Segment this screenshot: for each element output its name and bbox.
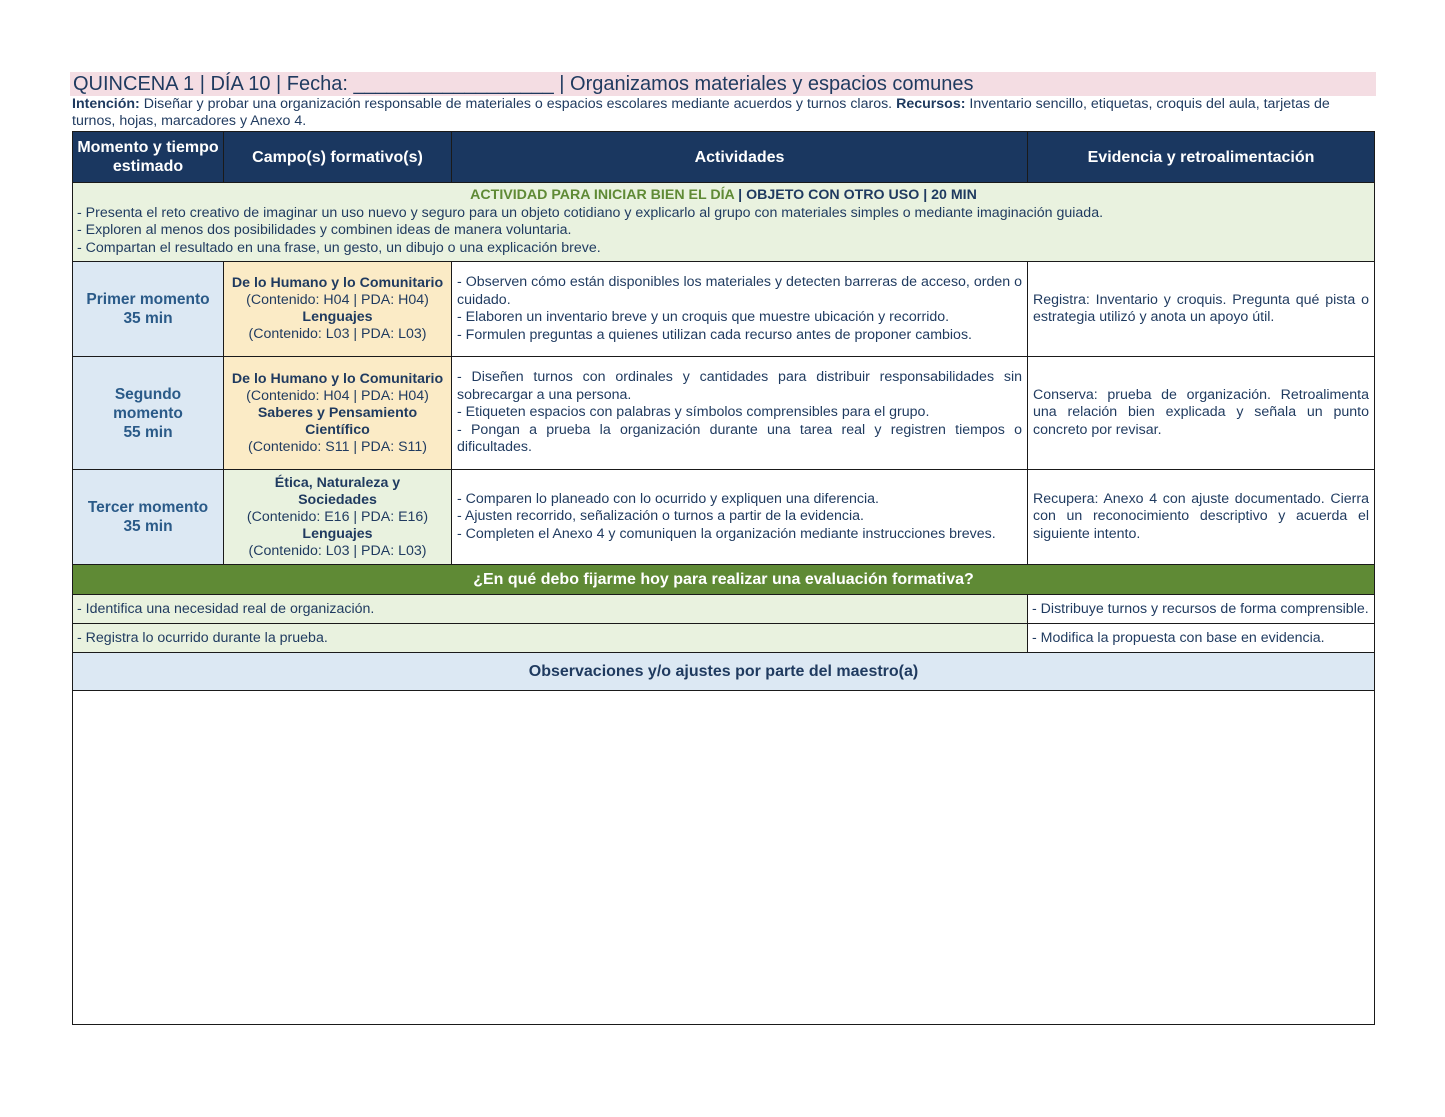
evaluation-row: [73, 595, 1375, 624]
campo-cell: [224, 262, 452, 357]
lesson-plan-table: [72, 131, 1375, 1025]
evidence-cell: Recupera: Anexo 4 con ajuste documentado. Cierra con un reconocimiento descriptivo y acuerda el siguiente intento.: [1028, 470, 1375, 565]
start-activity-row: [73, 183, 1375, 262]
activity-item: - Comparen lo planeado con lo ocurrido y expliquen una diferencia.: [457, 490, 879, 507]
evaluation-title: ¿En qué debo fijarme hoy para realizar una evaluación formativa?: [73, 565, 1375, 595]
evaluation-item-text: - Identifica una necesidad real de organización.: [77, 601, 375, 617]
page-title: QUINCENA 1 | DÍA 10 | Fecha: __________________ | Organizamos materiales y espacios comunes: [70, 72, 1376, 96]
start-activity-line: - Presenta el reto creativo de imaginar un uso nuevo y seguro para un objeto cotidiano y explicarlo al grupo con materiales simples o mediante imaginación guiada.: [77, 204, 1104, 221]
start-activity-line: - Exploren al menos dos posibilidades y combinen ideas de manera voluntaria.: [77, 222, 572, 238]
campo-name: Lenguajes: [302, 309, 373, 325]
activity-item: - Observen cómo están disponibles los materiales y detecten barreras de acceso, orden o cuidado.: [457, 274, 1022, 308]
moment-name: Primer momento: [86, 291, 210, 308]
campo-detail: (Contenido: H04 | PDA: H04): [246, 292, 429, 308]
campo-cell: [224, 470, 452, 565]
activity-item: - Formulen preguntas a quienes utilizan cada recurso antes de proponer cambios.: [457, 326, 972, 343]
campo-name: Ética, Naturaleza y Sociedades: [274, 474, 401, 508]
moment-cell: [73, 262, 224, 357]
evaluation-item: [73, 624, 1028, 653]
table-header-row: [73, 132, 1375, 183]
moment-cell: [73, 357, 224, 470]
activities-cell: [452, 262, 1028, 357]
activity-item: - Pongan a prueba la organización durante una tarea real y registren tiempos o dificultades.: [457, 421, 1022, 456]
start-activity-title: [77, 187, 1370, 205]
moment-time: 55 min: [123, 423, 173, 441]
activity-item: - Elaboren un inventario breve y un croquis que muestre ubicación y recorrido.: [457, 309, 950, 325]
column-header-moment: Momento y tiempo estimado: [73, 132, 224, 183]
evaluation-item-text: - Modifica la propuesta con base en evidencia.: [1032, 630, 1325, 646]
start-activity-cell: [73, 183, 1375, 262]
activities-cell: [452, 357, 1028, 470]
evaluation-header-row: [73, 565, 1375, 595]
intent-paragraph: [72, 96, 1376, 130]
observations-title: Observaciones y/o ajustes por parte del maestro(a): [73, 653, 1375, 691]
observations-body-row: [73, 691, 1375, 1025]
moment-row-2: [73, 357, 1375, 470]
start-activity-subtitle: | OBJETO CON OTRO USO | 20 MIN: [734, 187, 977, 203]
campo-detail: (Contenido: L03 | PDA: L03): [248, 326, 427, 342]
campo-detail: (Contenido: E16 | PDA: E16): [246, 508, 429, 525]
evidence-cell: Registra: Inventario y croquis. Pregunta qué pista o estrategia utilizó y anota un apoyo útil.: [1028, 262, 1375, 357]
evaluation-item-text: - Registra lo ocurrido durante la prueba.: [77, 630, 328, 646]
start-activity-label: ACTIVIDAD PARA INICIAR BIEN EL DÍA: [470, 187, 735, 203]
campo-name: De lo Humano y lo Comunitario: [231, 275, 444, 291]
evidence-cell: Conserva: prueba de organización. Retroalimenta una relación bien explicada y señala un punto concreto por revisar.: [1028, 357, 1375, 470]
moment-row-1: [73, 262, 1375, 357]
moment-name: Segundo momento: [113, 385, 183, 422]
activity-item: - Etiqueten espacios con palabras y símbolos comprensibles para el grupo.: [457, 404, 930, 421]
evaluation-item-text: - Distribuye turnos y recursos de forma comprensible.: [1032, 601, 1369, 617]
moment-time: 35 min: [123, 310, 173, 327]
column-header-evidence: Evidencia y retroalimentación: [1028, 132, 1375, 183]
activity-item: - Ajusten recorrido, señalización o turnos a partir de la evidencia.: [457, 508, 864, 525]
moment-time: 35 min: [123, 518, 173, 535]
moment-row-3: [73, 470, 1375, 565]
campo-cell: [224, 357, 452, 470]
intent-label: Intención:: [72, 96, 140, 112]
evaluation-item: [73, 595, 1028, 624]
activity-item: - Completen el Anexo 4 y comuniquen la organización mediante instrucciones breves.: [457, 525, 996, 542]
resources-text: Inventario sencillo, etiquetas, croquis del aula, tarjetas de turnos, hojas, marcadores y Anexo 4.: [72, 96, 1330, 129]
activity-item: - Diseñen turnos con ordinales y cantidades para distribuir responsabilidades sin sobrecargar a una persona.: [457, 369, 1022, 403]
evaluation-item: [1028, 595, 1375, 624]
campo-detail: (Contenido: H04 | PDA: H04): [246, 387, 429, 404]
resources-label: Recursos:: [896, 96, 966, 112]
campo-name: De lo Humano y lo Comunitario: [231, 370, 444, 387]
campo-detail: (Contenido: S11 | PDA: S11): [247, 438, 428, 455]
column-header-campo: Campo(s) formativo(s): [224, 132, 452, 183]
observations-header-row: [73, 653, 1375, 691]
campo-name: Saberes y Pensamiento Científico: [257, 404, 418, 438]
activities-cell: [452, 470, 1028, 565]
campo-detail: (Contenido: L03 | PDA: L03): [248, 542, 427, 559]
campo-name: Lenguajes: [302, 525, 373, 542]
column-header-activities: Actividades: [452, 132, 1028, 183]
start-activity-line: - Compartan el resultado en una frase, un gesto, un dibujo o una explicación breve.: [77, 239, 601, 256]
evaluation-item: [1028, 624, 1375, 653]
moment-name: Tercer momento: [87, 499, 209, 516]
observations-area[interactable]: [73, 691, 1375, 1025]
evaluation-row: [73, 624, 1375, 653]
intent-text: Diseñar y probar una organización responsable de materiales o espacios escolares mediante acuerdos y turnos claros.: [139, 96, 897, 112]
moment-cell: [73, 470, 224, 565]
